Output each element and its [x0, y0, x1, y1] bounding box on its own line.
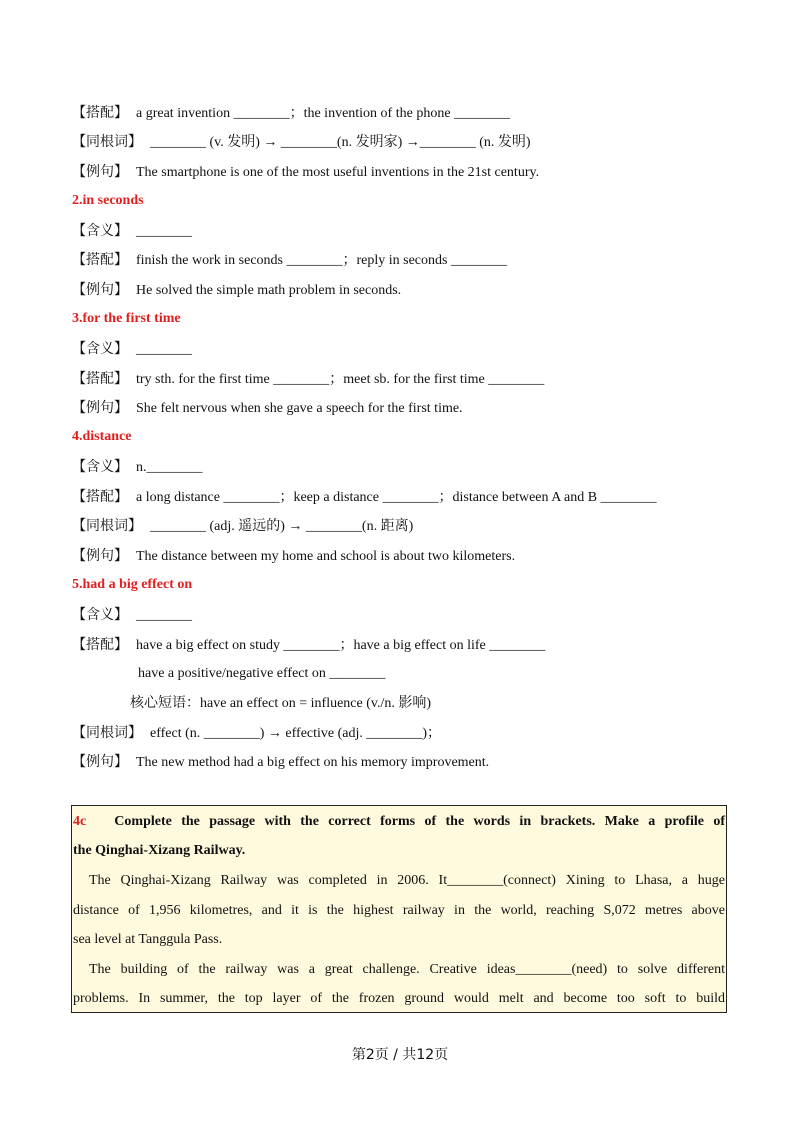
s1-cognate-line: [72, 133, 531, 152]
cognate-tag: 【同根词】: [72, 134, 142, 150]
s2-match-text: finish the work in seconds ________；reply in seconds ________: [136, 253, 507, 268]
passage-p1-l1: The Qinghai-Xizang Railway was completed in 2006. It________(connect) Xining to Lhasa, a huge: [89, 873, 725, 888]
s1-example-line: [72, 163, 539, 182]
exercise-instruction-line-1: [73, 813, 725, 831]
s1-example-text: The smartphone is one of the most useful inventions in the 21st century.: [136, 165, 540, 180]
s4-meaning-text: n.________: [136, 460, 203, 475]
s5-core-line: [130, 695, 431, 713]
cognate-tag: 【同根词】: [72, 725, 142, 741]
s3-example-text: She felt nervous when she gave a speech for the first time.: [136, 401, 463, 416]
s4-example-text: The distance between my home and school is about two kilometers.: [136, 549, 516, 564]
s4-meaning-line: [72, 458, 203, 477]
s2-example-text: He solved the simple math problem in seconds.: [136, 283, 402, 298]
exercise-number: 4c: [73, 814, 87, 829]
example-tag: 【例句】: [72, 754, 128, 770]
s5-example-line: [72, 753, 489, 772]
example-tag: 【例句】: [72, 548, 128, 564]
cognate-tag: 【同根词】: [72, 518, 142, 534]
exercise-box: [71, 805, 727, 1013]
example-tag: 【例句】: [72, 400, 128, 416]
match-tag: 【搭配】: [72, 371, 128, 387]
exercise-instruction-line-2: [73, 842, 725, 860]
meaning-tag: 【含义】: [72, 607, 128, 623]
s4-heading: 4.distance: [72, 429, 132, 444]
passage-line: [73, 990, 725, 1008]
s5-match2-text: have a positive/negative effect on ________: [138, 666, 386, 681]
s3-meaning-text: ________: [136, 342, 192, 357]
s1-cognate-text: ________ (v. 发明) → ________(n. 发明家) →________ (n. 发明): [150, 135, 531, 150]
s5-example-text: The new method had a big effect on his memory improvement.: [136, 755, 490, 770]
passage-line: [73, 961, 725, 979]
s4-cognate-line: [72, 517, 413, 536]
s1-match-line: [72, 104, 510, 123]
s5-cognate-line: [72, 724, 441, 743]
s2-meaning-text: ________: [136, 224, 192, 239]
s5-heading: 5.had a big effect on: [72, 577, 193, 592]
passage-p2-l2: problems. In summer, the top layer of the frozen ground would melt and become too soft to build: [73, 991, 725, 1006]
match-tag: 【搭配】: [72, 489, 128, 505]
passage-line: [73, 931, 725, 949]
passage-p1-l2: distance of 1,956 kilometres, and it is the highest railway in the world, reaching S,072 metres above: [73, 903, 725, 918]
s3-heading: 3.for the first time: [72, 311, 181, 326]
s3-match-text: try sth. for the first time ________；meet sb. for the first time ________: [136, 372, 545, 387]
s3-match-line: [72, 370, 544, 389]
s2-example-line: [72, 281, 401, 300]
meaning-tag: 【含义】: [72, 459, 128, 475]
exercise-instruction-1: Complete the passage with the correct forms of the words in brackets. Make a profile of: [114, 814, 725, 829]
s4-example-line: [72, 547, 515, 566]
s1-match-text: a great invention ________；the invention of the phone ________: [136, 106, 511, 121]
passage-line: [73, 902, 725, 920]
s5-match-line: [72, 636, 545, 655]
s5-cognate-text: effect (n. ________) → effective (adj. ________)；: [150, 726, 442, 741]
meaning-tag: 【含义】: [72, 223, 128, 239]
s2-match-line: [72, 251, 507, 270]
s5-core-text: 核心短语：have an effect on = influence (v./n. 影响): [130, 696, 432, 711]
exercise-instruction-2: the Qinghai-Xizang Railway.: [73, 843, 246, 858]
example-tag: 【例句】: [72, 164, 128, 180]
match-tag: 【搭配】: [72, 637, 128, 653]
passage-p1-l3: sea level at Tanggula Pass.: [73, 932, 223, 947]
match-tag: 【搭配】: [72, 105, 128, 121]
s5-match-line-2: [138, 665, 385, 683]
s3-example-line: [72, 399, 463, 418]
s3-meaning-line: [72, 340, 192, 359]
passage-p2-l1: The building of the railway was a great challenge. Creative ideas________(need) to solve different: [89, 962, 725, 977]
s5-match-text: have a big effect on study ________；have a big effect on life ________: [136, 638, 546, 653]
s4-match-text: a long distance ________；keep a distance ________；distance between A and B ________: [136, 490, 657, 505]
s4-cognate-text: ________ (adj. 遥远的) → ________(n. 距离): [150, 519, 414, 534]
s5-meaning-text: ________: [136, 608, 192, 623]
s2-heading: 2.in seconds: [72, 193, 144, 208]
passage-line: [73, 872, 725, 890]
example-tag: 【例句】: [72, 282, 128, 298]
s5-meaning-line: [72, 606, 192, 625]
match-tag: 【搭配】: [72, 252, 128, 268]
s4-match-line: [72, 488, 657, 507]
meaning-tag: 【含义】: [72, 341, 128, 357]
page-number-footer: 第2页 / 共12页: [351, 1047, 449, 1063]
s2-meaning-line: [72, 222, 192, 241]
